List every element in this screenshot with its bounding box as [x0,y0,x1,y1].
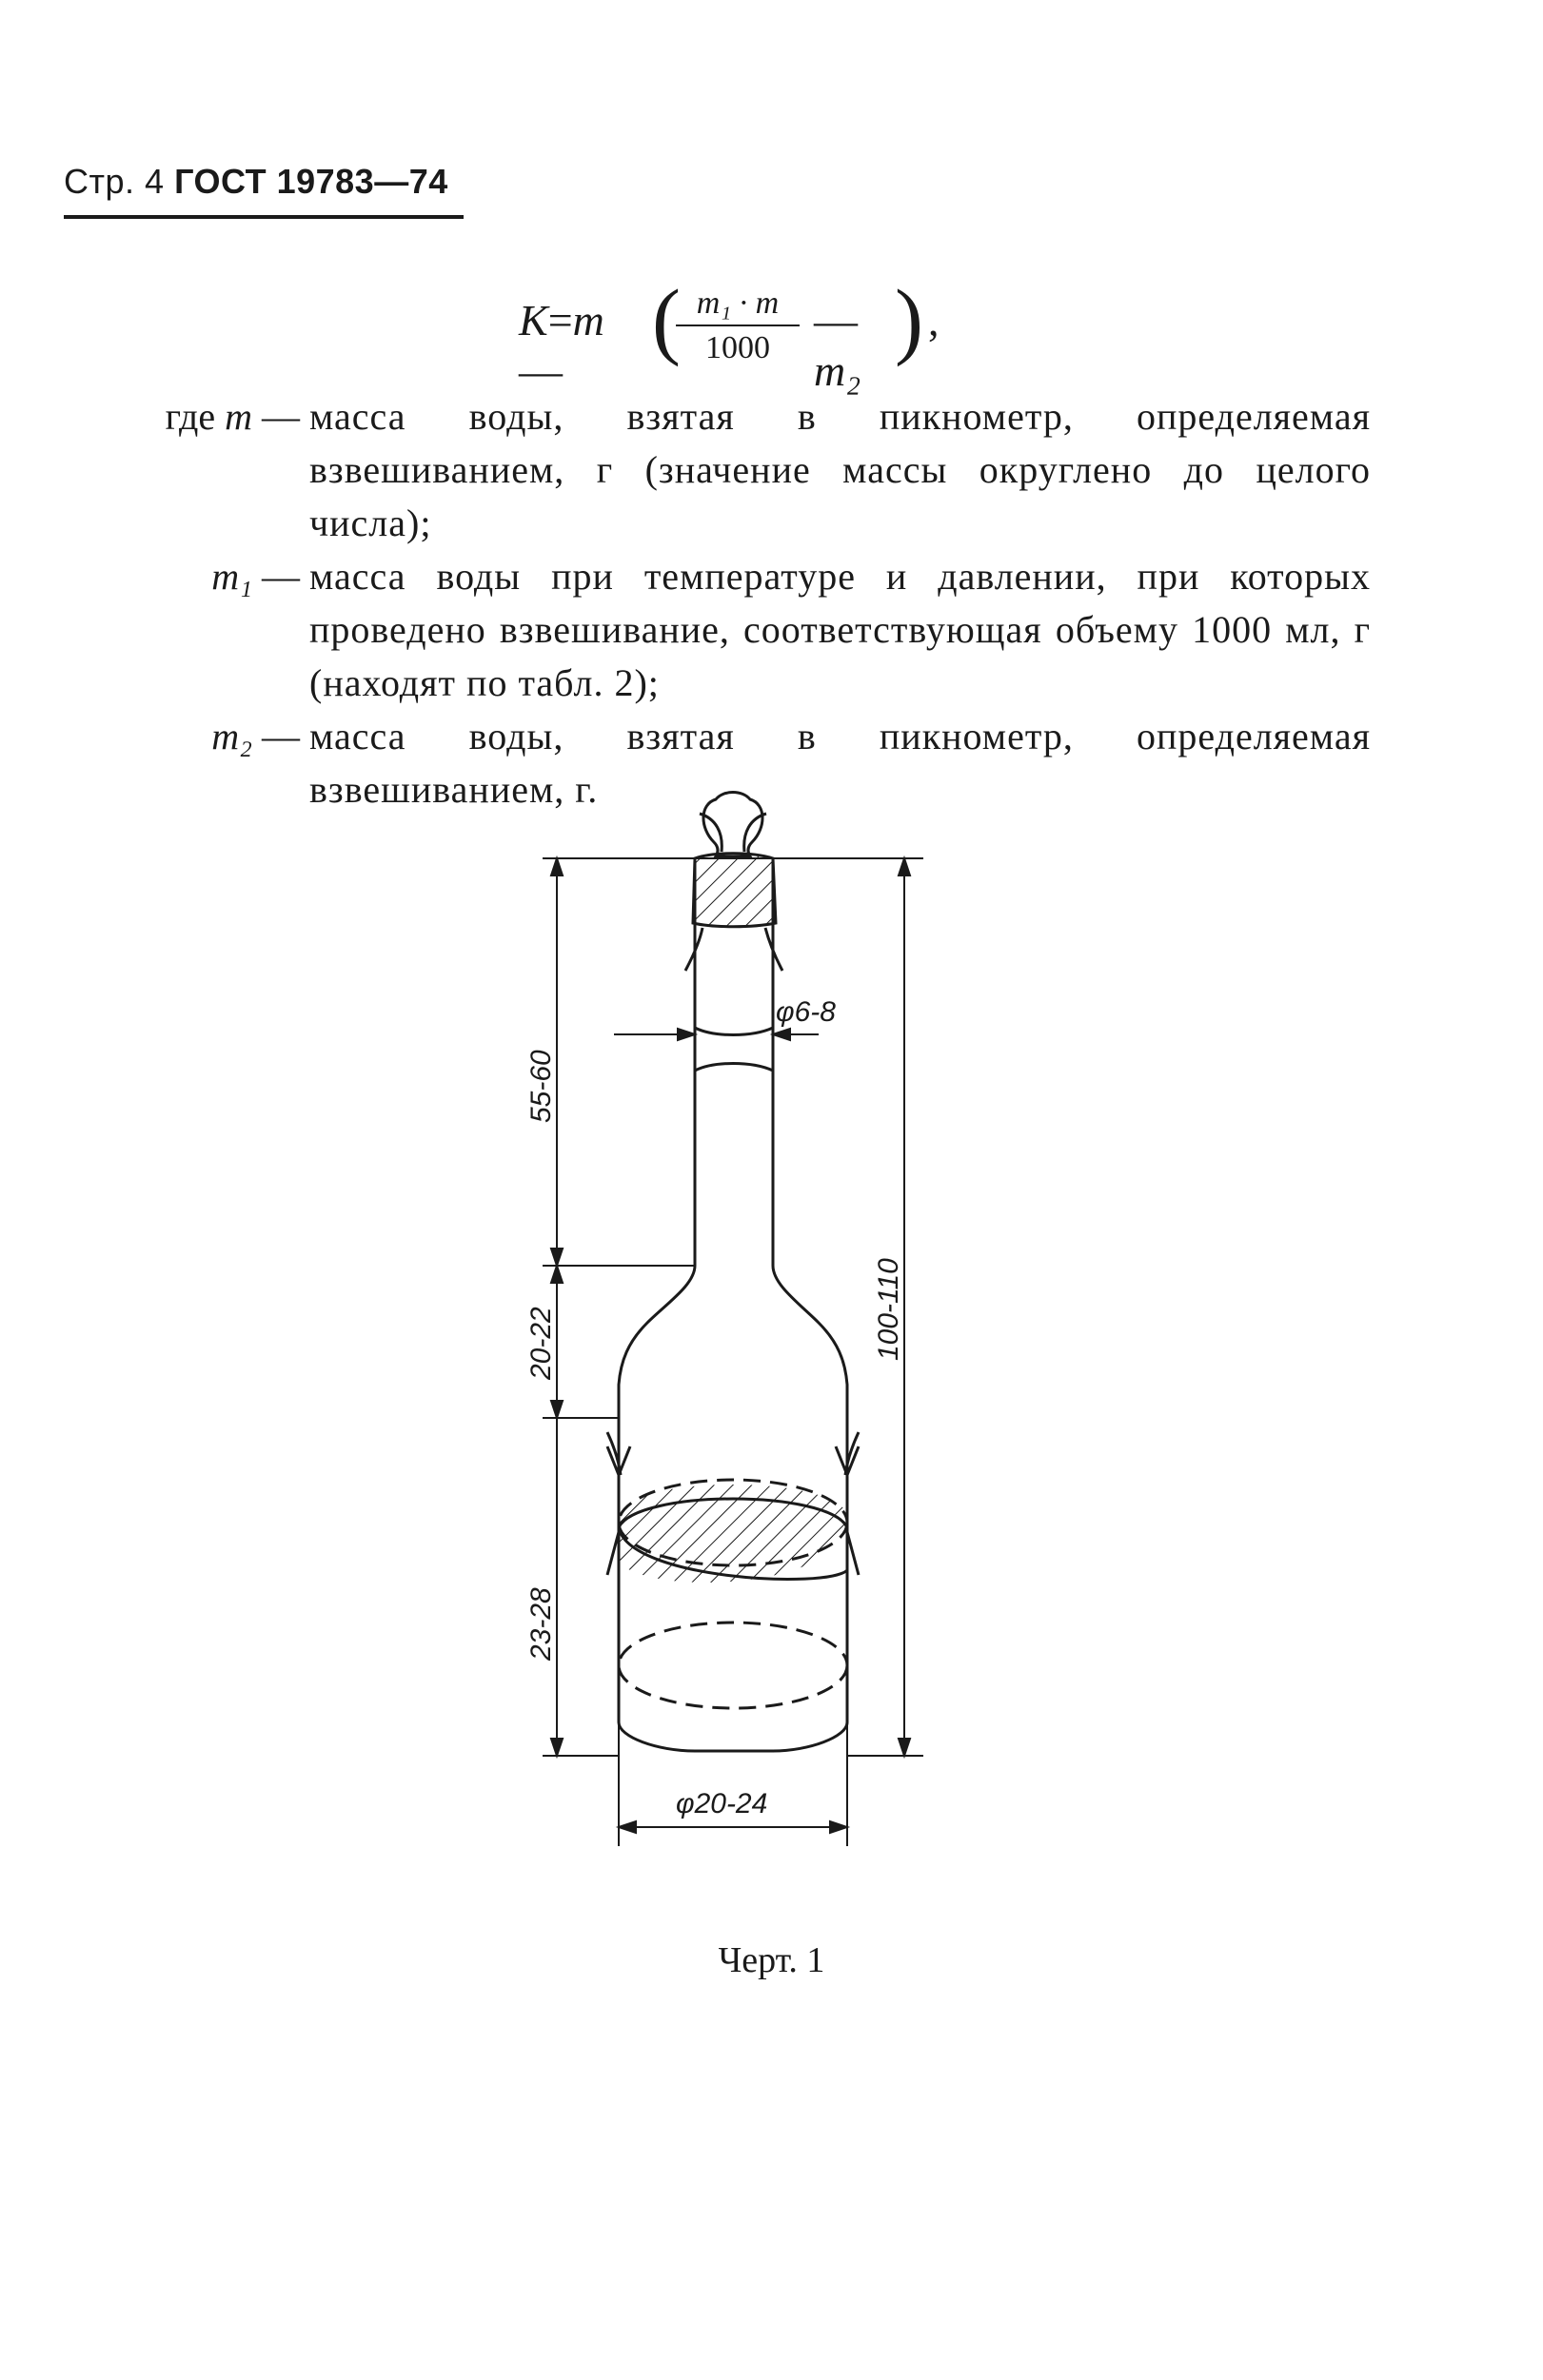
definition-symbol: m₁ [211,555,252,598]
formula-fraction [676,285,800,366]
dim-neck-diameter: φ6-8 [776,996,836,1028]
page-number: Стр. 4 [64,162,165,201]
definition-text: масса воды, взятая в пикнометр, определяемая взвешиванием, г. [309,715,1371,811]
definition-symbol: m₂ [211,715,252,757]
definition-m1 [90,550,1371,710]
definition-dash: — [262,395,300,438]
definition-dash: — [262,715,300,757]
dim-neck-length: 55-60 [525,1050,557,1123]
definition-m [90,390,1371,550]
pycnometer-drawing [504,752,952,1856]
page-header [64,162,448,202]
fraction-numerator: m₁ · m [676,285,800,326]
figure-caption: Черт. 1 [718,1940,825,1980]
dim-lower-section: 23-28 [525,1587,557,1661]
header-rule [64,215,464,219]
definition-prefix: где [165,395,226,438]
stopper-head [703,793,762,857]
formula-lhs: K=m— [519,296,604,395]
dim-body-diameter: φ20-24 [676,1788,768,1819]
definition-text: масса воды при температуре и давлении, при которых проведено взвешивание, соответствующая объему 1000 мл, г (находят по табл. 2); [309,555,1371,704]
formula-comma: , [928,296,940,344]
definition-dash: — [262,555,300,598]
dim-shoulder-height: 20-22 [525,1307,557,1380]
right-paren: ) [895,273,923,367]
fraction-denominator: 1000 [705,330,770,365]
left-paren: ( [652,273,681,367]
standard-number: ГОСТ 19783—74 [174,162,448,201]
formula-m2: —m₂ [814,296,861,395]
definition-symbol: m [225,395,252,438]
definition-text: масса воды, взятая в пикнометр, определяемая взвешиванием, г (значение массы округлено до целого числа); [309,395,1371,544]
stopper-plug [693,854,776,927]
dim-total-height: 100-110 [873,1258,904,1361]
